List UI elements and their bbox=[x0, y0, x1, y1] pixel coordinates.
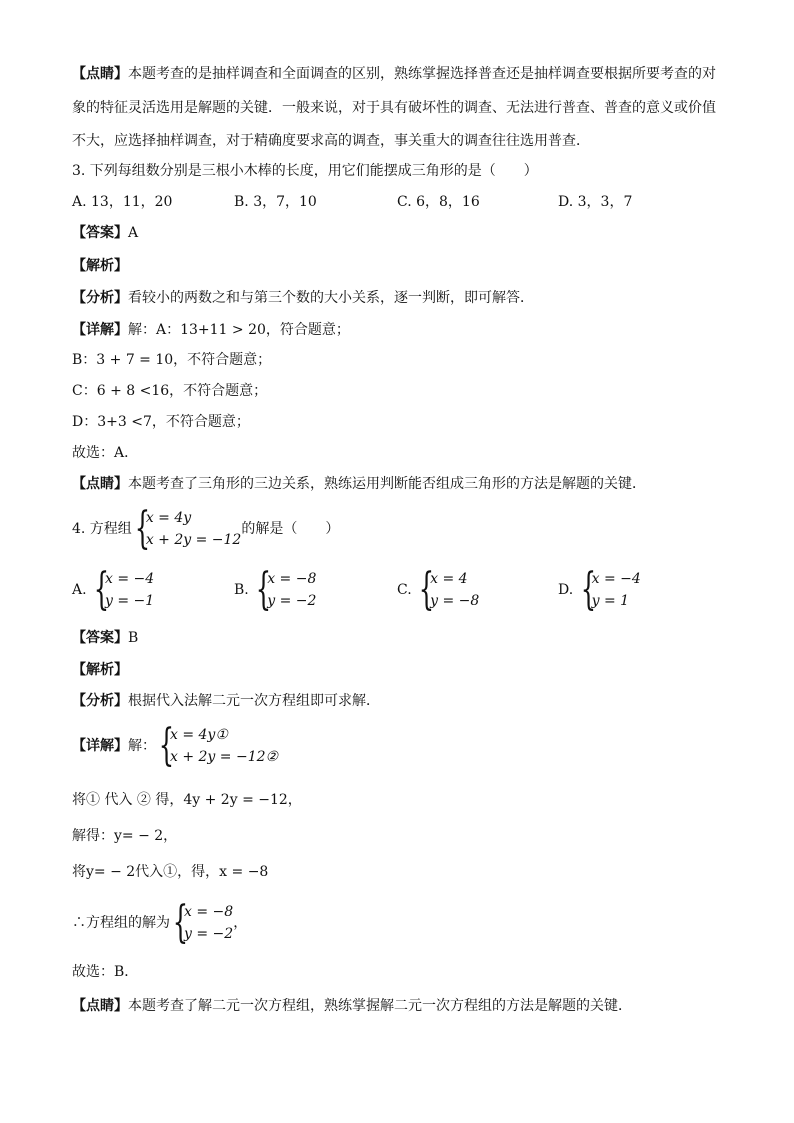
q4-conclusion-eq-1: x = −8 bbox=[184, 904, 234, 920]
q4-choice: 故选：B． bbox=[72, 964, 139, 980]
q4-answer bbox=[72, 628, 138, 648]
q4-option-a: A. { x = −4 y = −1 bbox=[72, 564, 155, 615]
q3-dianjing bbox=[72, 474, 646, 494]
q3-analysis-tag bbox=[72, 256, 128, 276]
dianjing-line-2: 象的特征灵活选用是解题的关键．一般来说，对于具有破坏性的调查、无法进行普查、普查的意义或价值 bbox=[72, 100, 716, 116]
q4-option-d-eq-2: y = 1 bbox=[591, 593, 630, 609]
q4-stem-prefix: 4. 方程组 bbox=[72, 521, 132, 537]
q4-option-d-eq-1: x = −4 bbox=[591, 571, 641, 587]
q4-analysis-tag bbox=[72, 660, 128, 680]
q4-stem-eq-2: x + 2y = −12 bbox=[145, 532, 242, 548]
q4-conclusion-prefix: ∴方程组的解为 bbox=[72, 915, 170, 931]
q4-stem-suffix: 的解是（ ） bbox=[241, 521, 340, 537]
q3-fenxi-tag: 【分析】 bbox=[72, 290, 128, 306]
q3-detail-tag: 【详解】 bbox=[72, 322, 128, 338]
q4-detail-tag: 【详解】 bbox=[72, 738, 128, 754]
q4-detail-prefix: 解： bbox=[128, 738, 156, 754]
q4-option-b-eq-1: x = −8 bbox=[267, 571, 317, 587]
q4-option-d: D. { x = −4 y = 1 bbox=[558, 564, 641, 615]
q3-option-a: A. 13，11，20 bbox=[72, 194, 173, 210]
q3-fenxi bbox=[72, 288, 534, 308]
q4-fenxi-tag: 【分析】 bbox=[72, 693, 128, 709]
q4-step-3: 将y= − 2代入①，得，x = −8 bbox=[72, 864, 269, 880]
q4-option-d-label: D. bbox=[558, 582, 574, 598]
q4-step-1: 将① 代入 ② 得，4y + 2y = −12， bbox=[72, 792, 302, 808]
q4-detail-eq-1: x = 4y① bbox=[170, 727, 228, 743]
q4-option-a-eq-1: x = −4 bbox=[105, 571, 155, 587]
q3-detail-text-1: 解：A：13+11 > 20，符合题意； bbox=[128, 322, 350, 338]
q3-detail-line-2: B：3 + 7 = 10，不符合题意； bbox=[72, 352, 272, 368]
q3-analysis-label: 【解析】 bbox=[72, 258, 128, 274]
q4-dianjing bbox=[72, 996, 632, 1016]
q4-detail bbox=[72, 720, 279, 771]
q4-option-b-label: B. bbox=[234, 582, 249, 598]
q4-option-a-label: A. bbox=[72, 582, 87, 598]
dianjing-tag: 【点睛】 bbox=[72, 66, 128, 82]
q4-conclusion-eq-2: y = −2 bbox=[184, 926, 234, 942]
q3-detail-line-5: 故选：A． bbox=[72, 445, 139, 461]
q4-conclusion-suffix: ， bbox=[233, 915, 248, 931]
q3-dianjing-tag: 【点睛】 bbox=[72, 476, 128, 492]
q4-option-b-eq-2: y = −2 bbox=[267, 593, 317, 609]
q4-option-c-eq-2: y = −8 bbox=[430, 593, 480, 609]
q4-conclusion bbox=[72, 897, 248, 948]
q4-fenxi bbox=[72, 691, 380, 711]
q3-answer-tag: 【答案】 bbox=[72, 225, 128, 241]
q3-option-d: D. 3，3，7 bbox=[558, 194, 633, 210]
q4-option-a-eq-2: y = −1 bbox=[105, 593, 155, 609]
q3-detail-line-1 bbox=[72, 320, 350, 340]
q4-option-c: C. { x = 4 y = −8 bbox=[397, 564, 480, 615]
q4-dianjing-tag: 【点睛】 bbox=[72, 998, 128, 1014]
q4-detail-system: { x = 4y① x + 2y = −12② bbox=[158, 720, 279, 771]
q3-detail-line-3: C：6 + 8 <16，不符合题意； bbox=[72, 383, 268, 399]
q3-dianjing-text: 本题考查了三角形的三边关系，熟练运用判断能否组成三角形的方法是解题的关键． bbox=[128, 476, 646, 492]
q4-option-c-eq-1: x = 4 bbox=[430, 571, 468, 587]
q4-option-b: B. { x = −8 y = −2 bbox=[234, 564, 317, 615]
q4-option-c-label: C. bbox=[397, 582, 412, 598]
q3-option-c: C. 6，8，16 bbox=[397, 194, 480, 210]
q3-answer bbox=[72, 223, 138, 243]
q4-conclusion-system: { x = −8 y = −2 bbox=[172, 897, 234, 948]
dianjing-line-3: 不大，应选择抽样调查，对于精确度要求高的调查，事关重大的调查往往选用普查． bbox=[72, 133, 590, 149]
q3-fenxi-text: 看较小的两数之和与第三个数的大小关系，逐一判断，即可解答． bbox=[128, 290, 534, 306]
q4-answer-value: B bbox=[128, 630, 139, 646]
dianjing-line-1 bbox=[72, 64, 722, 84]
q4-step-2: 解得：y= − 2， bbox=[72, 828, 178, 844]
q3-detail-line-4: D：3+3 <7，不符合题意； bbox=[72, 414, 250, 430]
dianjing-text-1: 本题考查的是抽样调查和全面调查的区别，熟练掌握选择普查还是抽样调查要根据所要考查的对 bbox=[128, 66, 716, 82]
q4-detail-eq-2: x + 2y = −12② bbox=[170, 749, 279, 765]
q3-stem: 3. 下列每组数分别是三根小木棒的长度，用它们能摆成三角形的是（ ） bbox=[72, 163, 538, 179]
q4-dianjing-text: 本题考查了解二元一次方程组，熟练掌握解二元一次方程组的方法是解题的关键． bbox=[128, 998, 632, 1014]
q4-stem bbox=[72, 503, 340, 554]
q4-stem-system: { x = 4y x + 2y = −12 bbox=[134, 503, 242, 554]
q3-option-b: B. 3，7，10 bbox=[234, 194, 317, 210]
q4-stem-eq-1: x = 4y bbox=[145, 510, 192, 526]
q4-answer-tag: 【答案】 bbox=[72, 630, 128, 646]
q4-analysis-label: 【解析】 bbox=[72, 662, 128, 678]
q3-answer-value: A bbox=[128, 225, 139, 241]
q4-fenxi-text: 根据代入法解二元一次方程组即可求解． bbox=[128, 693, 380, 709]
